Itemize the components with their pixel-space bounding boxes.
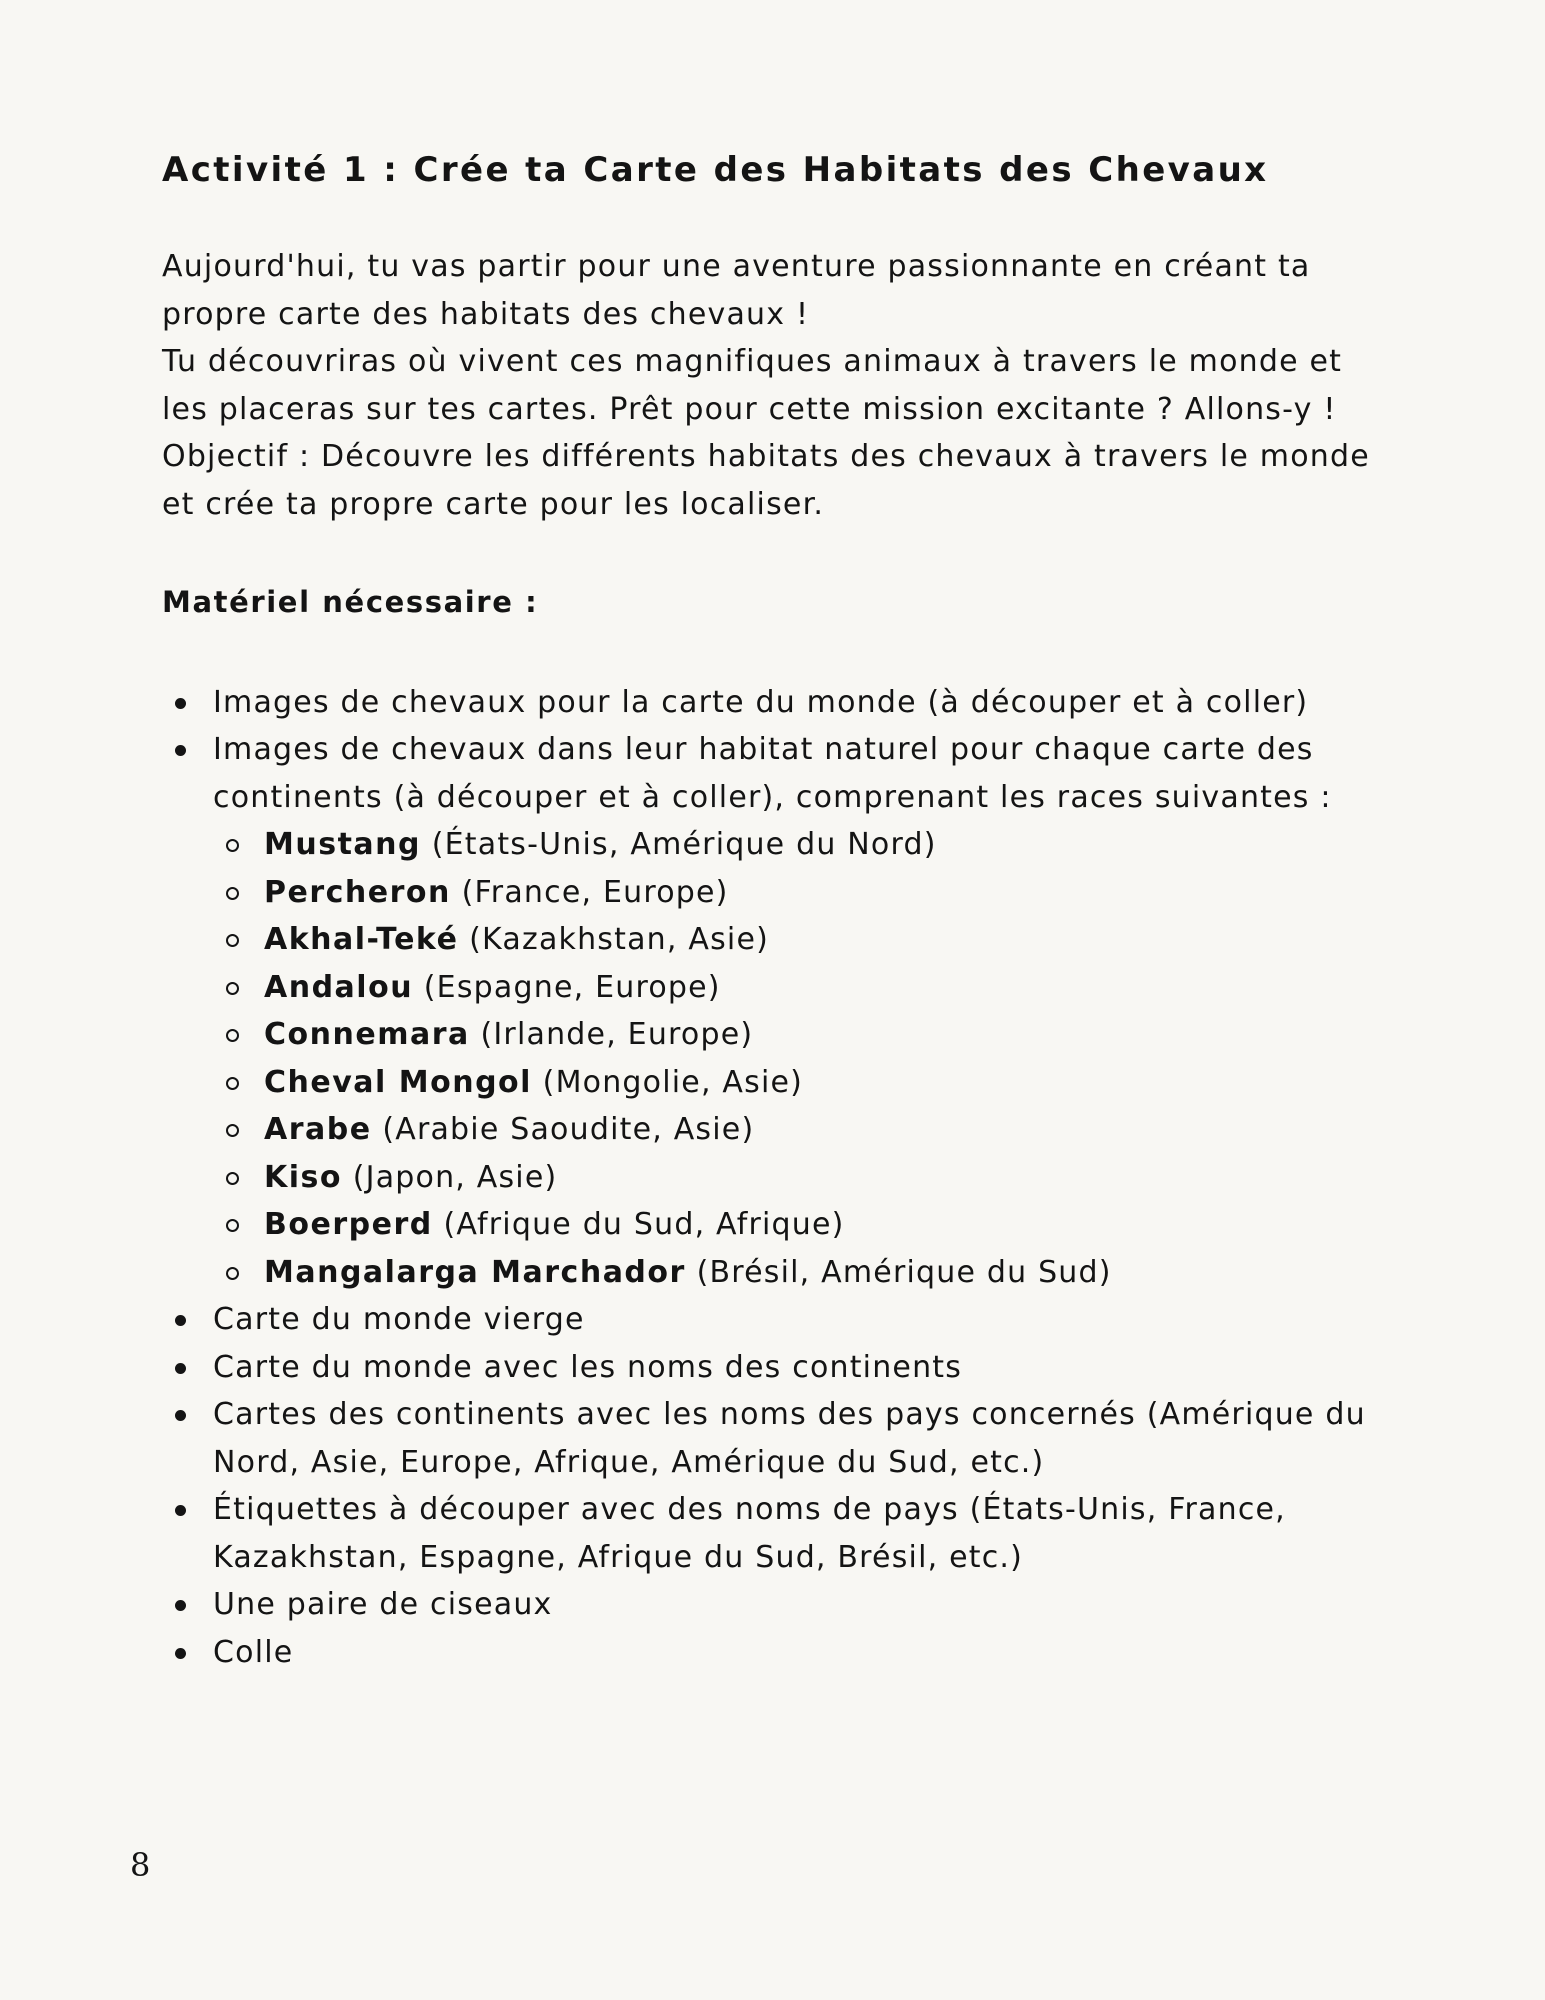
breed-location: (Brésil, Amérique du Sud) (685, 1254, 1112, 1290)
breed-item (213, 1059, 1392, 1107)
breed-location: (Mongolie, Asie) (531, 1064, 804, 1100)
breed-item (213, 964, 1392, 1012)
list-item-text: Colle (213, 1634, 294, 1670)
breed-location: (Espagne, Europe) (413, 969, 721, 1005)
intro-paragraph-2: Tu découvriras où vivent ces magnifiques animaux à travers le monde et les placeras sur tes cartes. Prêt pour cette mission excitante ? Allons-y ! (162, 344, 1343, 427)
list-item-text: Cartes des continents avec les noms des pays concernés (Amérique du Nord, Asie, Europe, Afrique, Amérique du Sud, etc.) (213, 1397, 1366, 1480)
circle-bullet-icon (226, 887, 239, 900)
breed-item (213, 1011, 1392, 1059)
list-item (162, 1629, 1392, 1677)
list-item-text: Carte du monde avec les noms des continents (213, 1349, 963, 1385)
breed-name: Arabe (264, 1112, 372, 1147)
list-item (162, 1344, 1392, 1392)
list-item (162, 1391, 1392, 1486)
intro-paragraph-1: Aujourd'hui, tu vas partir pour une aventure passionnante en créant ta propre carte des habitats des chevaux ! (162, 249, 1311, 332)
page-number: 8 (130, 1846, 151, 1884)
bullet-icon (175, 1505, 186, 1516)
breed-location: (Arabie Saoudite, Asie) (371, 1112, 755, 1147)
breed-name: Mustang (264, 827, 421, 862)
list-item (162, 679, 1392, 727)
circle-bullet-icon (226, 1124, 239, 1137)
objective-paragraph: Objectif : Découvre les différents habitats des chevaux à travers le monde et crée ta propre carte pour les localiser. (162, 439, 1370, 522)
list-item-text: Images de chevaux dans leur habitat naturel pour chaque carte des continents (à découper et à coller), comprenant les races suivantes : (213, 732, 1332, 815)
circle-bullet-icon (226, 934, 239, 947)
breed-name: Akhal-Teké (264, 922, 459, 957)
breed-location: (Japon, Asie) (342, 1159, 558, 1195)
breed-name: Mangalarga Marchador (264, 1254, 686, 1290)
breed-item (213, 1154, 1392, 1202)
list-item-text: Images de chevaux pour la carte du monde (à découper et à coller) (213, 684, 1309, 720)
breed-location: (États-Unis, Amérique du Nord) (420, 827, 937, 862)
list-item-text: Carte du monde vierge (213, 1302, 585, 1337)
breed-item (213, 869, 1392, 917)
bullet-icon (175, 1363, 186, 1374)
breed-item (213, 916, 1392, 964)
circle-bullet-icon (226, 1172, 239, 1185)
list-item-text: Étiquettes à découper avec des noms de pays (États-Unis, France, Kazakhstan, Espagne, Afrique du Sud, Brésil, etc.) (213, 1492, 1286, 1575)
breed-name: Cheval Mongol (264, 1064, 532, 1100)
bullet-icon (175, 1410, 186, 1421)
circle-bullet-icon (226, 839, 239, 852)
bullet-icon (175, 1315, 186, 1326)
bullet-icon (175, 1600, 186, 1611)
breed-name: Andalou (264, 969, 414, 1005)
materials-list (162, 679, 1392, 1677)
circle-bullet-icon (226, 1077, 239, 1090)
breed-location: (Kazakhstan, Asie) (458, 922, 770, 957)
document-page (162, 145, 1392, 1676)
list-item (162, 1486, 1392, 1581)
bullet-icon (175, 1648, 186, 1659)
list-item (162, 726, 1392, 1296)
breed-item (213, 821, 1392, 869)
circle-bullet-icon (226, 1029, 239, 1042)
breeds-list (213, 821, 1392, 1296)
intro-section (162, 243, 1392, 528)
circle-bullet-icon (226, 1267, 239, 1280)
breed-item (213, 1106, 1392, 1154)
breed-item (213, 1201, 1392, 1249)
bullet-icon (175, 745, 186, 756)
list-item-text: Une paire de ciseaux (213, 1587, 553, 1622)
breed-location: (Irlande, Europe) (469, 1017, 754, 1052)
materials-heading: Matériel nécessaire : (162, 585, 539, 619)
breed-item (213, 1249, 1392, 1297)
circle-bullet-icon (226, 982, 239, 995)
list-item (162, 1296, 1392, 1344)
breed-location: (France, Europe) (450, 874, 729, 910)
bullet-icon (175, 698, 186, 709)
breed-location: (Afrique du Sud, Afrique) (432, 1207, 845, 1242)
activity-title: Activité 1 : Crée ta Carte des Habitats des Chevaux (162, 150, 1269, 190)
breed-name: Boerperd (264, 1207, 433, 1242)
circle-bullet-icon (226, 1219, 239, 1232)
breed-name: Connemara (264, 1017, 470, 1052)
list-item (162, 1581, 1392, 1629)
breed-name: Kiso (264, 1159, 342, 1195)
breed-name: Percheron (264, 874, 451, 910)
